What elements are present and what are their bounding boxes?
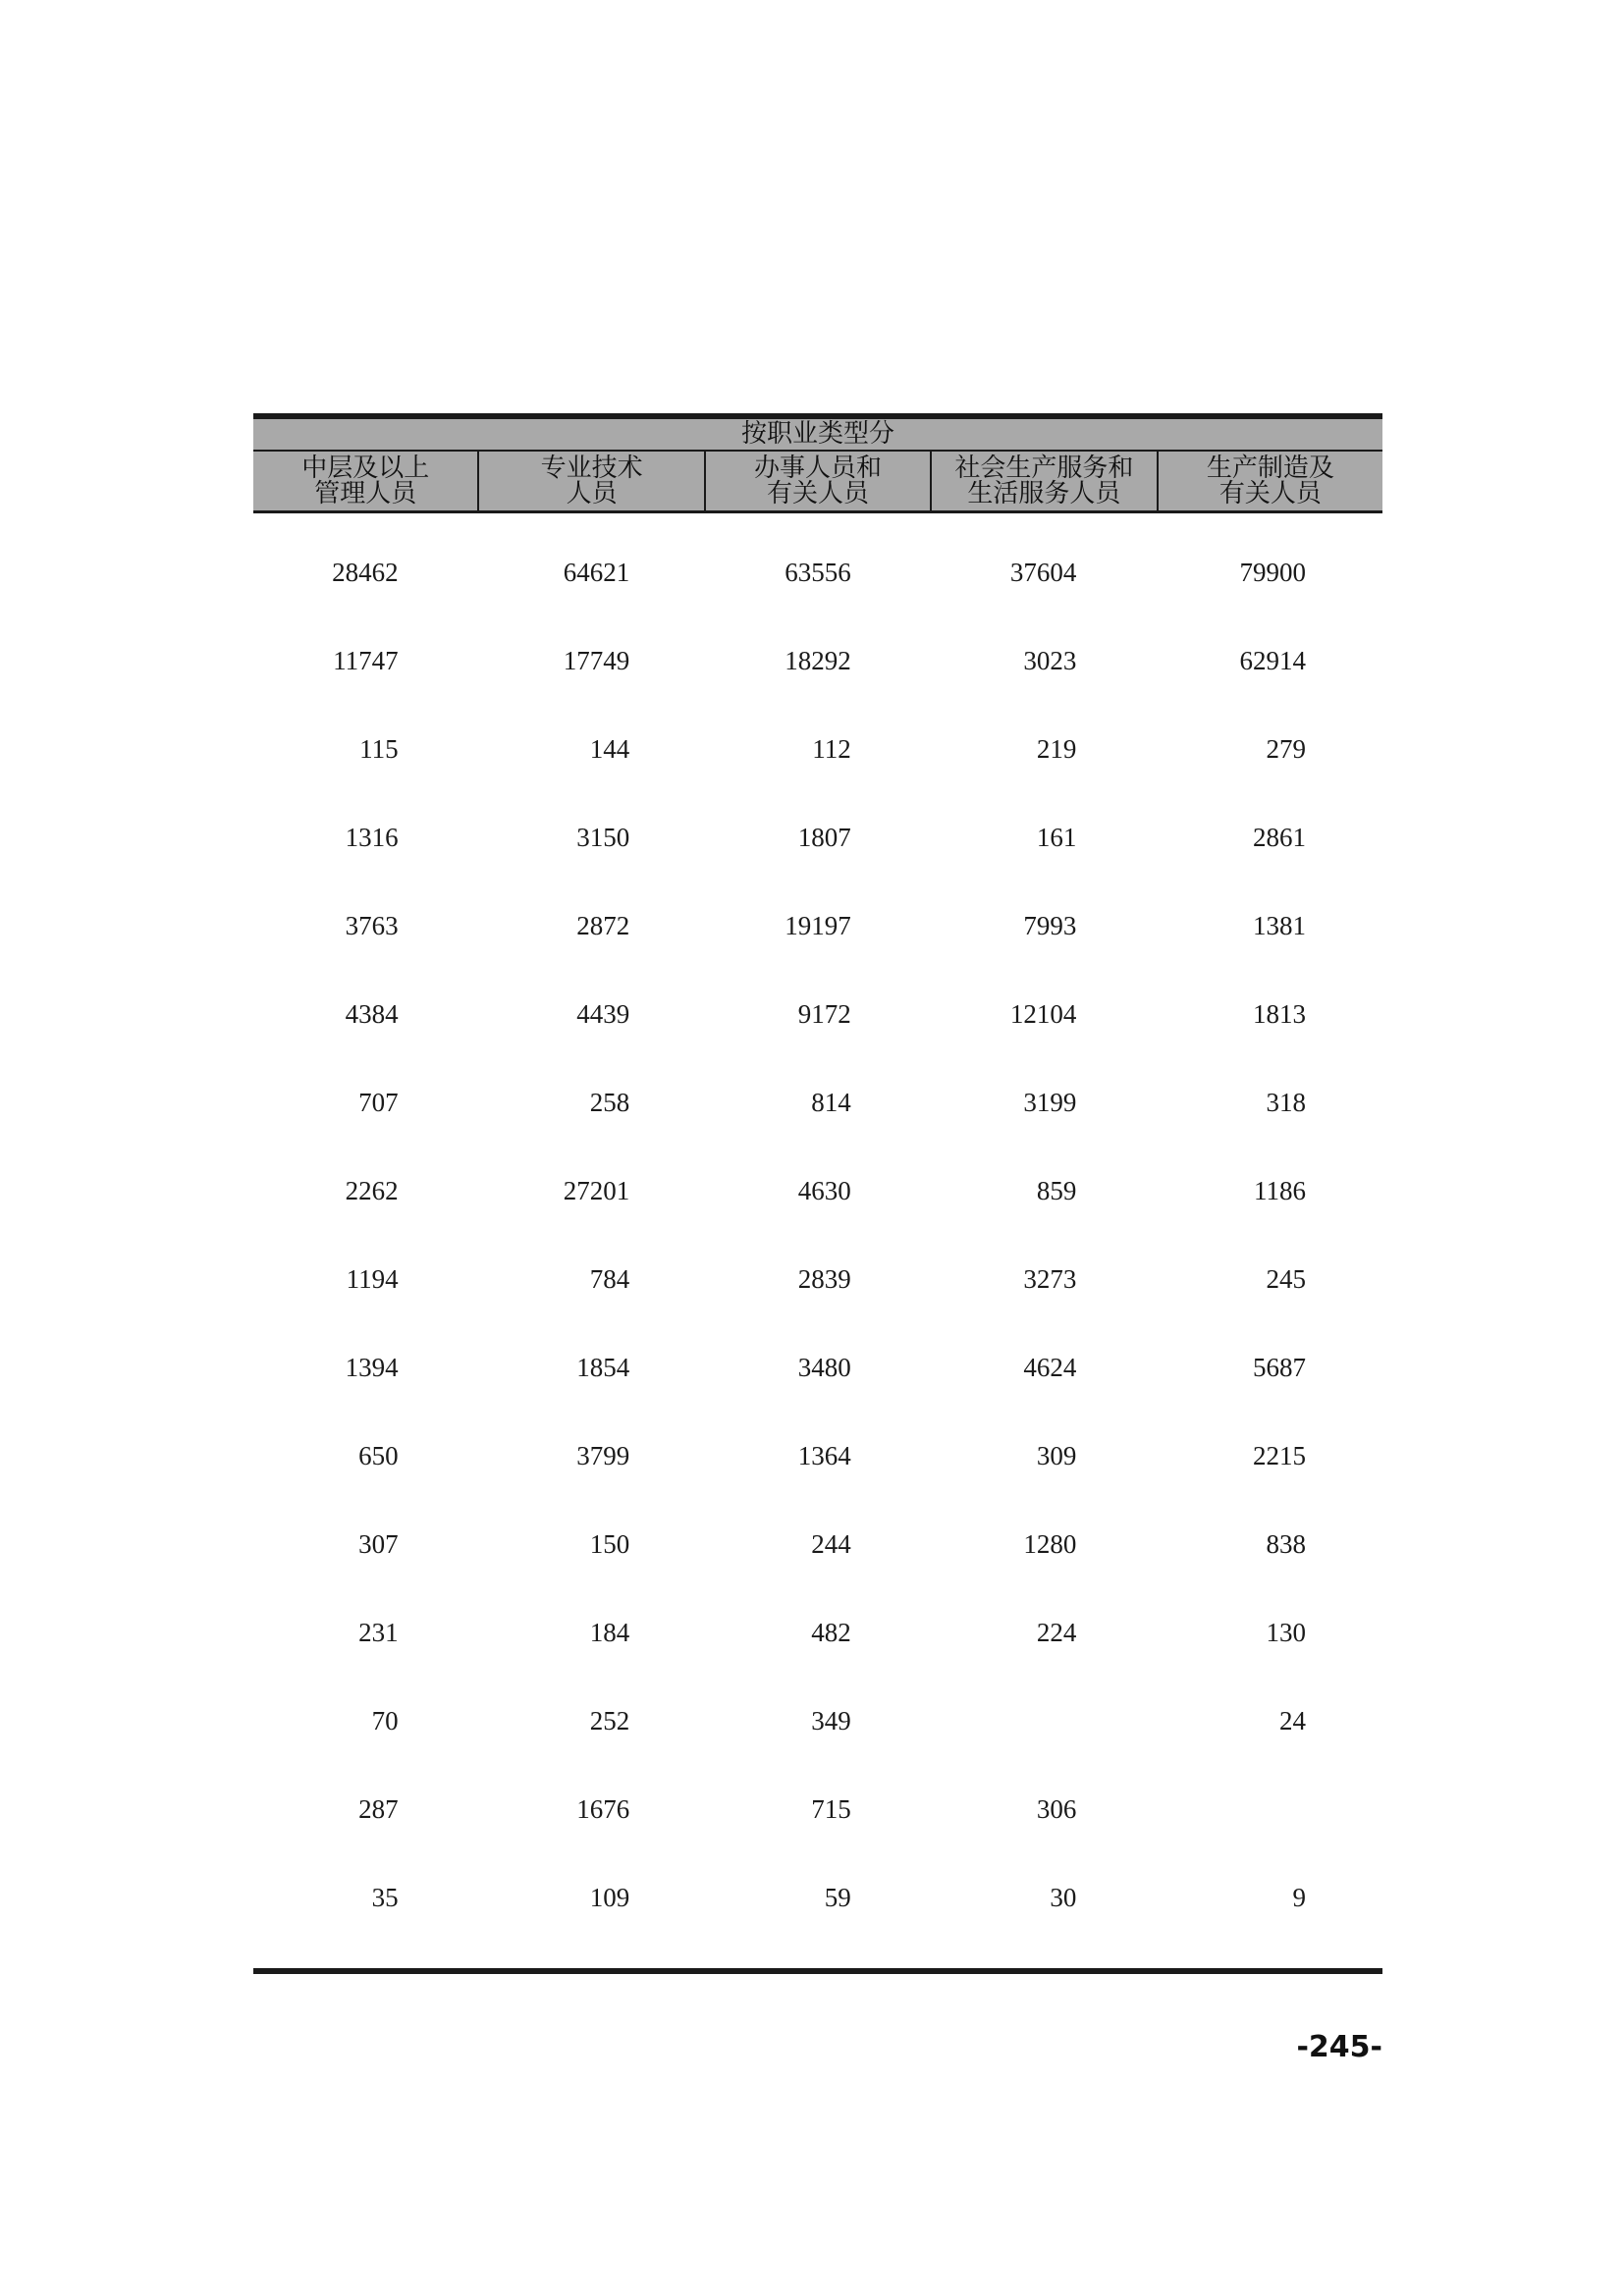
table-cell: 4624	[1023, 1353, 1077, 1382]
table-cell: 112	[812, 734, 851, 764]
table-cell: 3150	[576, 823, 630, 852]
table-cell: 307	[358, 1529, 399, 1559]
table-cell: 482	[811, 1618, 851, 1647]
table-cell: 7993	[1023, 911, 1077, 940]
column-headers	[253, 452, 1382, 513]
table-cell: 109	[589, 1883, 630, 1912]
column-header-line: 有关人员	[1218, 479, 1322, 508]
table-cell: 1854	[576, 1353, 630, 1382]
table-cell: 1381	[1252, 911, 1306, 940]
column-header	[704, 452, 930, 510]
table-cell: 318	[1266, 1088, 1306, 1117]
table-cell: 1194	[346, 1264, 399, 1294]
table-cell: 17749	[563, 646, 630, 675]
table-row	[253, 1792, 1382, 1881]
table-cell: 1807	[797, 823, 851, 852]
table-row	[253, 644, 1382, 732]
table-bottom-rule	[253, 1968, 1382, 1974]
table-cell: 3763	[345, 911, 399, 940]
table-cell: 24	[1278, 1706, 1306, 1735]
table-body	[253, 556, 1382, 1969]
column-header-line: 中层及以上	[301, 454, 430, 483]
table-cell: 3023	[1023, 646, 1077, 675]
table-cell: 12104	[1009, 999, 1077, 1029]
table-cell: 245	[1266, 1264, 1306, 1294]
table-row	[253, 1616, 1382, 1704]
table-cell: 244	[811, 1529, 851, 1559]
table-cell: 62914	[1239, 646, 1306, 675]
table-cell: 37604	[1009, 558, 1077, 587]
table-cell: 349	[811, 1706, 851, 1735]
table-cell: 3199	[1023, 1088, 1077, 1117]
table-cell: 2262	[345, 1176, 399, 1205]
table-cell: 144	[589, 734, 630, 764]
table-cell: 784	[589, 1264, 630, 1294]
column-header-line: 专业技术	[540, 454, 643, 483]
table-row	[253, 909, 1382, 997]
table-cell: 859	[1036, 1176, 1077, 1205]
table-cell: 1394	[345, 1353, 399, 1382]
table-cell: 4630	[797, 1176, 851, 1205]
table-cell: 3273	[1023, 1264, 1077, 1294]
table-cell: 279	[1266, 734, 1306, 764]
table-cell: 5687	[1252, 1353, 1306, 1382]
column-header-line: 有关人员	[767, 479, 870, 508]
table-row	[253, 1086, 1382, 1174]
table-cell: 30	[1050, 1883, 1077, 1912]
table-row	[253, 1881, 1382, 1969]
table-cell: 650	[358, 1441, 399, 1470]
table-cell: 9	[1292, 1883, 1306, 1912]
table-cell: 1186	[1253, 1176, 1306, 1205]
table-cell: 9172	[797, 999, 851, 1029]
table-cell: 79900	[1239, 558, 1306, 587]
table-row	[253, 732, 1382, 821]
table-cell: 2839	[797, 1264, 851, 1294]
column-header-line: 生活服务人员	[967, 479, 1121, 508]
table-cell: 161	[1036, 823, 1077, 852]
table-cell: 59	[824, 1883, 851, 1912]
table-cell: 18292	[785, 646, 851, 675]
column-header-line: 管理人员	[314, 479, 417, 508]
table-cell: 28462	[332, 558, 399, 587]
column-header-line: 社会生产服务和	[954, 454, 1134, 483]
table-row	[253, 821, 1382, 909]
table-row	[253, 1527, 1382, 1616]
table-cell: 252	[589, 1706, 630, 1735]
table-cell: 715	[811, 1794, 851, 1824]
column-header-line: 办事人员和	[754, 454, 883, 483]
table-cell: 150	[589, 1529, 630, 1559]
table-cell: 4384	[345, 999, 399, 1029]
table-cell: 231	[358, 1618, 399, 1647]
table-cell: 35	[371, 1883, 399, 1912]
table-cell: 1364	[797, 1441, 851, 1470]
table-cell: 2215	[1252, 1441, 1306, 1470]
table-cell: 27201	[563, 1176, 630, 1205]
table-cell: 4439	[576, 999, 630, 1029]
table-cell: 219	[1036, 734, 1077, 764]
table-row	[253, 1704, 1382, 1792]
table-cell: 11747	[333, 646, 399, 675]
table-cell: 3799	[576, 1441, 630, 1470]
table-cell: 115	[359, 734, 399, 764]
table-cell: 258	[589, 1088, 630, 1117]
table-row	[253, 1262, 1382, 1351]
table-cell: 224	[1036, 1618, 1077, 1647]
column-header	[930, 452, 1156, 510]
page-number: -245-	[1296, 2030, 1382, 2064]
table-cell: 64621	[563, 558, 630, 587]
table-cell: 2861	[1252, 823, 1306, 852]
table-cell: 1676	[576, 1794, 630, 1824]
table-cell: 1280	[1023, 1529, 1077, 1559]
table-cell: 130	[1266, 1618, 1306, 1647]
table-cell: 1316	[345, 823, 399, 852]
table-cell: 306	[1036, 1794, 1077, 1824]
table-cell: 70	[371, 1706, 399, 1735]
column-header	[477, 452, 703, 510]
table-cell: 309	[1036, 1441, 1077, 1470]
table-cell: 707	[358, 1088, 399, 1117]
column-header-line: 生产制造及	[1206, 454, 1334, 483]
table-cell: 287	[358, 1794, 399, 1824]
column-header	[253, 452, 477, 510]
column-header	[1157, 452, 1382, 510]
group-header-occupation-type: 按职业类型分	[253, 419, 1382, 452]
column-header-line: 人员	[566, 479, 618, 508]
table-row	[253, 1174, 1382, 1262]
table-cell: 184	[589, 1618, 630, 1647]
table-row	[253, 556, 1382, 644]
statistics-table	[253, 413, 1382, 1969]
table-cell: 2872	[576, 911, 630, 940]
table-cell: 1813	[1252, 999, 1306, 1029]
table-row	[253, 997, 1382, 1086]
table-cell: 814	[811, 1088, 851, 1117]
table-cell: 838	[1266, 1529, 1306, 1559]
table-row	[253, 1351, 1382, 1439]
table-cell: 3480	[797, 1353, 851, 1382]
table-cell: 63556	[785, 558, 851, 587]
table-row	[253, 1439, 1382, 1527]
table-cell: 19197	[785, 911, 851, 940]
